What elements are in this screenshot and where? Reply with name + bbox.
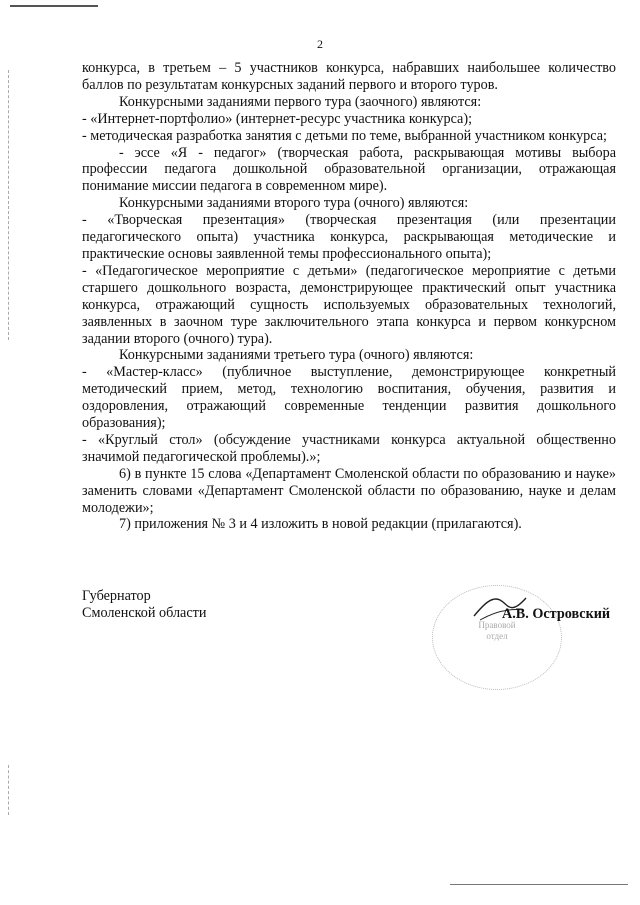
paragraph-2: Конкурсными заданиями первого тура (заочного) являются: (119, 93, 482, 110)
paragraph-6: Конкурсными заданиями второго тура (очного) являются: (119, 195, 469, 212)
document-body (82, 60, 616, 533)
paragraph-10: - «Мастер-класс» (публичное выступление, демонстрирующее конкретный методический прием, метод, технологию воспитания, обучения, развития и оздоровления, отражающий современные тенденции развития дошкольного образования); (82, 364, 616, 432)
left-margin-marks-lower (8, 765, 11, 815)
paragraph-5: - эссе «Я - педагог» (творческая работа, раскрывающая мотивы выбора профессии педагога дошкольной образовательной организации, отражающая понимание миссии педагога в современном мире). (82, 144, 616, 195)
paragraph-12: 6) в пункте 15 слова «Департамент Смоленской области по образованию и науке» заменить словами «Департамент Смоленской области по образованию, науке и делам молодежи»; (82, 465, 616, 516)
page-number: 2 (317, 37, 323, 51)
signatory-title (82, 588, 206, 622)
left-margin-marks (8, 70, 11, 340)
signatory-title-line2: Смоленской области (82, 605, 207, 621)
stamp-line1: Правовой (478, 620, 516, 630)
bottom-edge-line (450, 884, 628, 885)
paragraph-11: - «Круглый стол» (обсуждение участниками конкурса актуальной общественно значимой педагогической проблемы).»; (82, 431, 616, 465)
paragraph-4: - методическая разработка занятия с детьми по теме, выбранной участником конкурса; (82, 127, 607, 144)
paragraph-8: - «Педагогическое мероприятие с детьми» (педагогическое мероприятие с детьми старшего дошкольного возраста, демонстрирующее практический опыт участника конкурса, отражающий сущность используемых образовательных технологий, заявленных в заочном туре заключительного этапа конкурса и первом конкурсном задании второго (очного) тура). (82, 262, 616, 347)
paragraph-1: конкурса, в третьем – 5 участников конкурса, набравших наибольшее количество баллов по результатам конкурсных заданий первого и второго туров. (82, 60, 616, 93)
signatory-title-line1: Губернатор (82, 588, 151, 604)
paragraph-7: - «Творческая презентация» (творческая презентация (или презентации педагогического опыта) участника конкурса, раскрывающая методические и практические основы заявленной темы профессионального опыта); (82, 212, 616, 262)
paragraph-13: 7) приложения № 3 и 4 изложить в новой редакции (прилагаются). (119, 516, 522, 533)
stamp-line2: отдел (486, 631, 508, 641)
top-edge-line (10, 5, 98, 7)
signatory-name: А.В. Островский (502, 606, 611, 622)
paragraph-3: - «Интернет-портфолио» (интернет-ресурс участника конкурса); (82, 110, 473, 127)
paragraph-9: Конкурсными заданиями третьего тура (очного) являются: (119, 347, 474, 364)
